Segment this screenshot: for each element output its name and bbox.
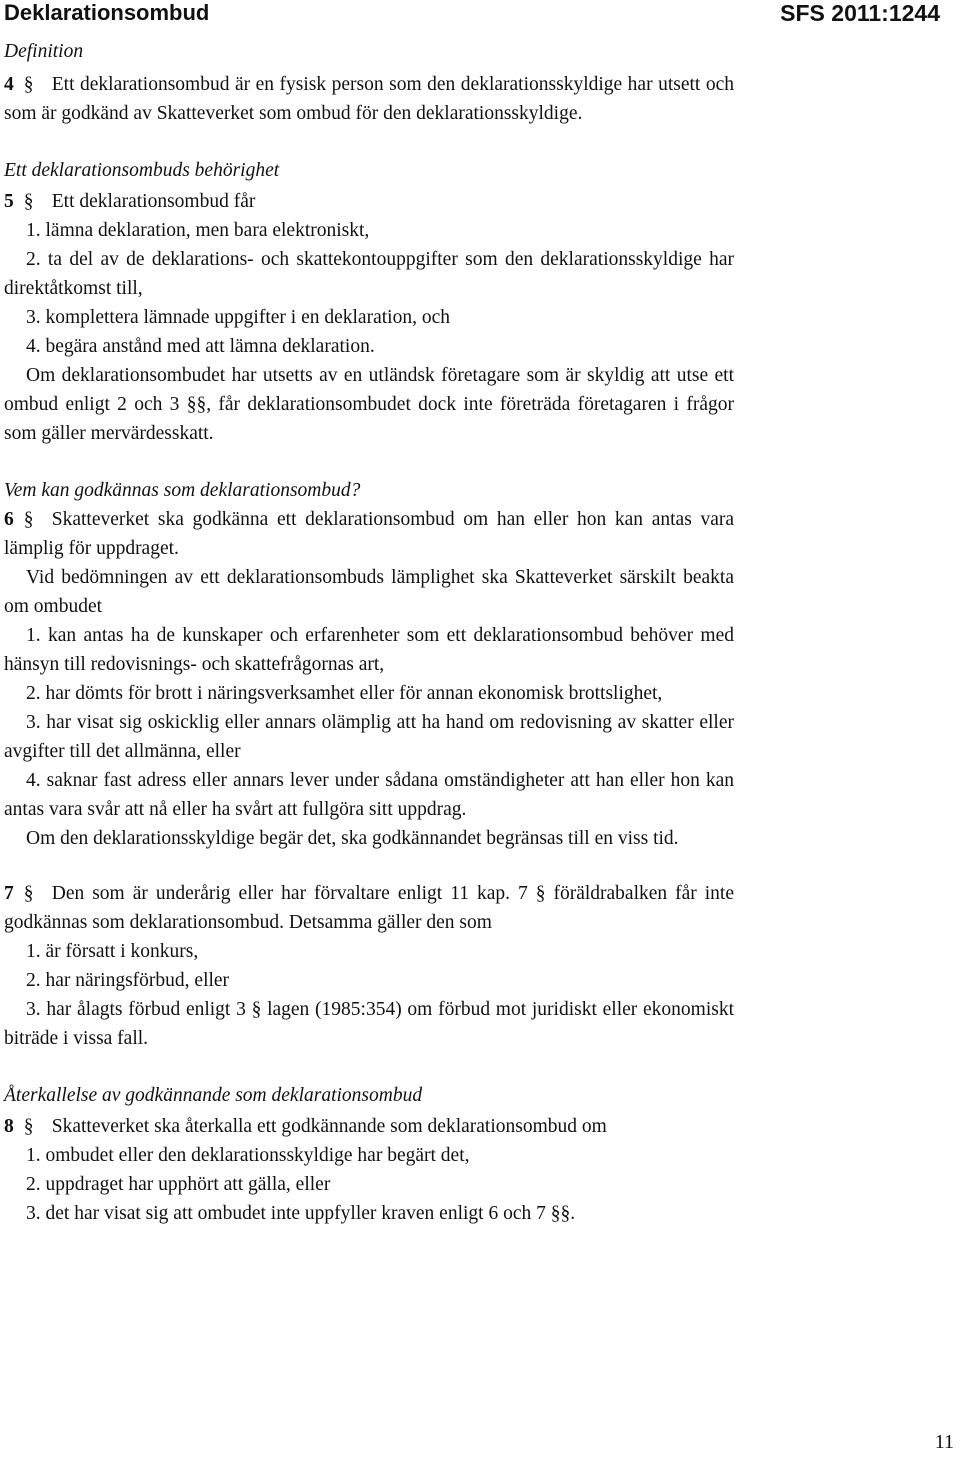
section-symbol: § <box>23 191 34 212</box>
list-item: 1. ombudet eller den deklarationsskyldige har begärt det, <box>26 1145 470 1166</box>
paragraph: Om den deklarationsskyldige begär det, ska godkännandet begränsas till en viss tid. <box>26 828 679 849</box>
section-6 <box>4 505 734 563</box>
section-symbol: § <box>23 74 34 95</box>
section-text: Ett deklarationsombud får <box>51 191 256 212</box>
section-number: 4 <box>4 74 14 95</box>
list-item: 1. kan antas ha de kunskaper och erfarenheter som ett deklarationsombud behöver med hänsyn till redovisnings- och skattefrågornas art, <box>4 625 734 675</box>
paragraph: Vid bedömningen av ett deklarationsombuds lämplighet ska Skatteverket särskilt beakta om ombudet <box>4 567 734 617</box>
section-number: 7 <box>4 883 14 904</box>
section-text: Skatteverket ska återkalla ett godkännande som deklarationsombud om <box>51 1116 607 1137</box>
list-item: 4. saknar fast adress eller annars lever under sådana omständigheter att han eller hon kan antas vara svår att nå eller ha svårt att fullgöra sitt uppdrag. <box>4 770 734 820</box>
section-5 <box>4 187 734 216</box>
section-text: Den som är underårig eller har förvaltare enligt 11 kap. 7 § föräldrabalken får inte godkännas som deklarationsombud. Detsamma gäller den som <box>4 883 734 933</box>
section-number: 5 <box>4 191 14 212</box>
list-item: 3. har visat sig oskicklig eller annars olämplig att ha hand om redovisning av skatter eller avgifter till det allmänna, eller <box>4 712 734 762</box>
section-symbol: § <box>23 1116 34 1137</box>
heading-aterkallelse: Återkallelse av godkännande som deklarationsombud <box>4 1085 423 1106</box>
running-header-sfs: SFS 2011:1244 <box>780 0 940 26</box>
page-number: 11 <box>934 1431 954 1453</box>
section-symbol: § <box>23 883 34 904</box>
section-symbol: § <box>23 509 34 530</box>
list-item: 4. begära anstånd med att lämna deklaration. <box>26 336 375 357</box>
list-item: 3. komplettera lämnade uppgifter i en deklaration, och <box>26 307 450 328</box>
list-item: 2. har dömts för brott i näringsverksamhet eller för annan ekonomisk brottslighet, <box>26 683 663 704</box>
paragraph: Om deklarationsombudet har utsetts av en utländsk företagare som är skyldig att utse ett ombud enligt 2 och 3 §§, får deklarationsombudet dock inte företräda företagaren i frågor som gäller mervärdesskatt. <box>4 365 734 444</box>
section-4 <box>4 70 734 128</box>
section-text: Ett deklarationsombud är en fysisk person som den deklarationsskyldige har utsett och som är godkänd av Skatteverket som ombud för den deklarationsskyldige. <box>4 74 734 124</box>
list-item: 2. har näringsförbud, eller <box>26 970 230 991</box>
running-header-title: Deklarationsombud <box>4 0 210 25</box>
list-item: 2. ta del av de deklarations- och skattekontouppgifter som den deklarationsskyldige har direktåtkomst till, <box>4 249 734 299</box>
section-number: 6 <box>4 509 14 530</box>
section-8 <box>4 1112 734 1141</box>
heading-definition: Definition <box>4 41 84 62</box>
section-number: 8 <box>4 1116 14 1137</box>
section-text: Skatteverket ska godkänna ett deklarationsombud om han eller hon kan antas vara lämplig för uppdraget. <box>4 509 734 559</box>
list-item: 3. det har visat sig att ombudet inte uppfyller kraven enligt 6 och 7 §§. <box>26 1203 576 1224</box>
document-body <box>4 37 734 1228</box>
heading-vem-kan: Vem kan godkännas som deklarationsombud? <box>4 480 361 501</box>
list-item: 1. lämna deklaration, men bara elektroniskt, <box>26 220 370 241</box>
section-7 <box>4 879 734 937</box>
heading-behorighet: Ett deklarationsombuds behörighet <box>4 160 280 181</box>
list-item: 3. har ålagts förbud enligt 3 § lagen (1985:354) om förbud mot juridiskt eller ekonomiskt biträde i vissa fall. <box>4 999 734 1049</box>
list-item: 2. uppdraget har upphört att gälla, eller <box>26 1174 331 1195</box>
list-item: 1. är försatt i konkurs, <box>26 941 199 962</box>
